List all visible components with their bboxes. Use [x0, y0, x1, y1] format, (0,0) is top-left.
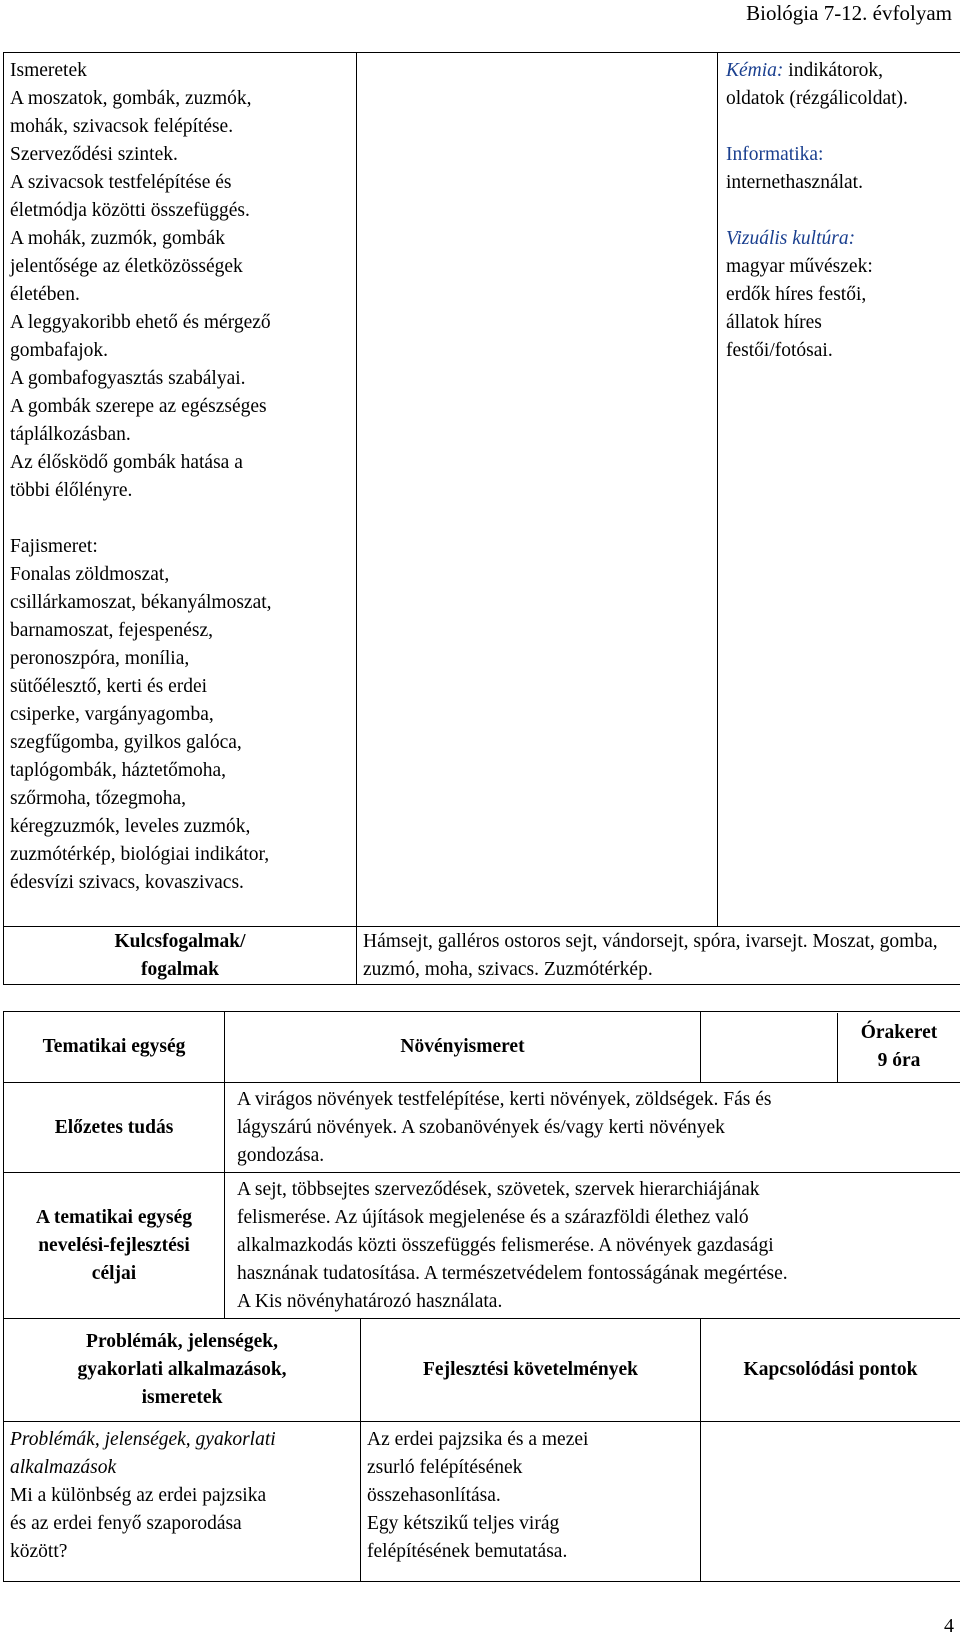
- elozetes-line: lágyszárú növények. A szobanövények és/vagy kerti növények: [237, 1116, 725, 1138]
- page-header: Biológia 7-12. évfolyam: [746, 1, 952, 25]
- fajismeret-line: barnamoszat, fejespenész,: [10, 620, 214, 641]
- informatika-label: Informatika:: [726, 144, 824, 165]
- vizualis-label: Vizuális kultúra:: [726, 228, 856, 249]
- ismeretek-line: A moszatok, gombák, zuzmók,: [10, 88, 252, 109]
- fajismeret-line: peronoszpóra, monília,: [10, 648, 190, 669]
- fejlesztesi-cell-empty: [357, 53, 718, 927]
- tematikai-title-cell: [225, 1012, 701, 1083]
- problemak-header-cell: [4, 1319, 361, 1422]
- elozetes-label-cell: [4, 1083, 225, 1173]
- ismeretek-line: A gombák szerepe az egészséges: [10, 396, 267, 417]
- fajismeret-block: [10, 533, 350, 897]
- ismeretek-line: gombafajok.: [10, 340, 109, 361]
- fajismeret-line: csillárkamoszat, békanyálmoszat,: [10, 592, 272, 613]
- ismeretek-line: Az élősködő gombák hatása a: [10, 452, 243, 473]
- ismeretek-line: táplálkozásban.: [10, 424, 131, 445]
- elozetes-line: A virágos növények testfelépítése, kerti növények, zöldségek. Fás és: [237, 1088, 772, 1110]
- problemak-italic: alkalmazások: [10, 1457, 117, 1478]
- fejlesztesi-header-cell: [361, 1319, 701, 1422]
- fejlesztesi-line: Az erdei pajzsika és a mezei: [367, 1429, 589, 1450]
- ismeretek-line: A leggyakoribb ehető és mérgező: [10, 312, 271, 333]
- kulcsfogalmak-label: Kulcsfogalmak/: [114, 930, 246, 952]
- tematikai-label-cell: [4, 1012, 225, 1083]
- vizualis-line: állatok híres: [726, 312, 822, 333]
- vizualis-line: magyar művészek:: [726, 256, 873, 277]
- problemak-italic: Problémák, jelenségek, gyakorlati: [10, 1429, 276, 1450]
- ismeretek-line: mohák, szivacsok felépítése.: [10, 116, 234, 137]
- fejlesztesi-cell: [361, 1422, 701, 1582]
- problemak-line: között?: [10, 1541, 68, 1562]
- ismeretek-line: életmódja közötti összefüggés.: [10, 200, 250, 221]
- kapcsolodasi-header-cell: [701, 1319, 960, 1422]
- fejlesztesi-line: zsurló felépítésének: [367, 1457, 523, 1478]
- problemak-line: Mi a különbség az erdei pajzsika: [10, 1485, 267, 1506]
- celok-line: A sejt, többsejtes szerveződések, szövetek, szervek hierarchiájának: [237, 1178, 760, 1200]
- ismeretek-line: életében.: [10, 284, 80, 305]
- unit-title: Növényismeret: [400, 1036, 525, 1057]
- ismeretek-block: [10, 57, 350, 505]
- fajismeret-line: édesvízi szivacs, kovaszivacs.: [10, 872, 244, 893]
- kemia-label: Kémia:: [726, 60, 784, 81]
- fajismeret-line: zuzmótérkép, biológiai indikátor,: [10, 844, 270, 865]
- fajismeret-line: szőrmoha, tőzegmoha,: [10, 788, 186, 809]
- elozetes-label: Előzetes tudás: [54, 1116, 174, 1138]
- orakeret-value: 9 óra: [877, 1050, 921, 1071]
- fajismeret-line: Fonalas zöldmoszat,: [10, 564, 170, 585]
- kulcsfogalmak-label-cell: [4, 927, 357, 985]
- celok-line: felismerése. Az újítások megjelenése és a szárazföldi élethez való: [237, 1206, 749, 1228]
- celok-line: A Kis növényhatározó használata.: [237, 1290, 503, 1312]
- fejlesztesi-line: felépítésének bemutatása.: [367, 1541, 568, 1562]
- ismeretek-cell: [4, 53, 357, 927]
- problemak-line: és az erdei fenyő szaporodása: [10, 1513, 242, 1534]
- kulcsfogalmak-cell: [357, 927, 960, 985]
- problemak-header: gyakorlati alkalmazások,: [77, 1359, 287, 1380]
- problemak-header: Problémák, jelenségek,: [86, 1331, 278, 1352]
- page-number: 4: [944, 1615, 954, 1637]
- fejlesztesi-header: Fejlesztési követelmények: [423, 1359, 638, 1380]
- kulcsfogalmak-label: fogalmak: [141, 958, 219, 980]
- problemak-cell: [4, 1422, 361, 1582]
- celok-label: céljai: [91, 1262, 137, 1284]
- vizualis-line: festői/fotósai.: [726, 340, 833, 361]
- fejlesztesi-line: Egy kétszikű teljes virág: [367, 1513, 560, 1534]
- celok-line: alkalmazkodás közti összefüggés felismerése. A növények gazdasági: [237, 1234, 774, 1256]
- ismeretek-line: Szerveződési szintek.: [10, 144, 178, 165]
- fejlesztesi-line: összehasonlítása.: [367, 1485, 501, 1506]
- celok-cell: [225, 1173, 960, 1319]
- fajismeret-line: taplógombák, háztetőmoha,: [10, 760, 227, 781]
- vizualis-line: erdők híres festői,: [726, 284, 867, 305]
- fajismeret-line: csiperke, vargányagomba,: [10, 704, 214, 725]
- kapcsolodasi-cell: [718, 53, 960, 927]
- kemia-text: indikátorok,: [783, 60, 884, 81]
- kemia-text: oldatok (rézgálicoldat).: [726, 88, 908, 109]
- fajismeret-line: Fajismeret:: [10, 536, 98, 557]
- elozetes-cell: [225, 1083, 960, 1173]
- ismeretek-line: A szivacsok testfelépítése és: [10, 172, 232, 193]
- unit-table: [3, 1011, 960, 1582]
- fajismeret-line: szegfűgomba, gyilkos galóca,: [10, 732, 242, 753]
- kulcsfogalmak-line: zuzmó, moha, szivacs. Zuzmótérkép.: [363, 958, 653, 980]
- ismeretek-line: Ismeretek: [10, 60, 87, 81]
- kapcsolodasi-cell-empty: [701, 1422, 960, 1582]
- kapcsolodasi-header: Kapcsolódási pontok: [743, 1359, 918, 1380]
- celok-label-cell: [4, 1173, 225, 1319]
- celok-line: hasznának tudatosítása. A természetvédelem fontosságának megértése.: [237, 1262, 788, 1284]
- tematikai-label: Tematikai egység: [42, 1036, 186, 1057]
- ismeretek-line: jelentősége az életközösségek: [10, 256, 243, 277]
- celok-label: A tematikai egység: [36, 1206, 192, 1228]
- ismeretek-line: A gombafogyasztás szabályai.: [10, 368, 246, 389]
- celok-label: nevelési-fejlesztési: [38, 1234, 190, 1256]
- ismeretek-line: A mohák, zuzmók, gombák: [10, 228, 226, 249]
- problemak-header: ismeretek: [141, 1387, 223, 1408]
- orakeret-cell: [701, 1012, 960, 1083]
- orakeret-label: Órakeret: [860, 1022, 938, 1043]
- fajismeret-line: sütőélesztő, kerti és erdei: [10, 676, 208, 697]
- content-table-continued: [3, 52, 960, 985]
- fajismeret-line: kéregzuzmók, leveles zuzmók,: [10, 816, 251, 837]
- elozetes-line: gondozása.: [237, 1144, 325, 1166]
- informatika-text: internethasználat.: [726, 172, 863, 193]
- ismeretek-line: többi élőlényre.: [10, 480, 133, 501]
- kulcsfogalmak-line: Hámsejt, galléros ostoros sejt, vándorsejt, spóra, ivarsejt. Moszat, gomba,: [363, 930, 938, 952]
